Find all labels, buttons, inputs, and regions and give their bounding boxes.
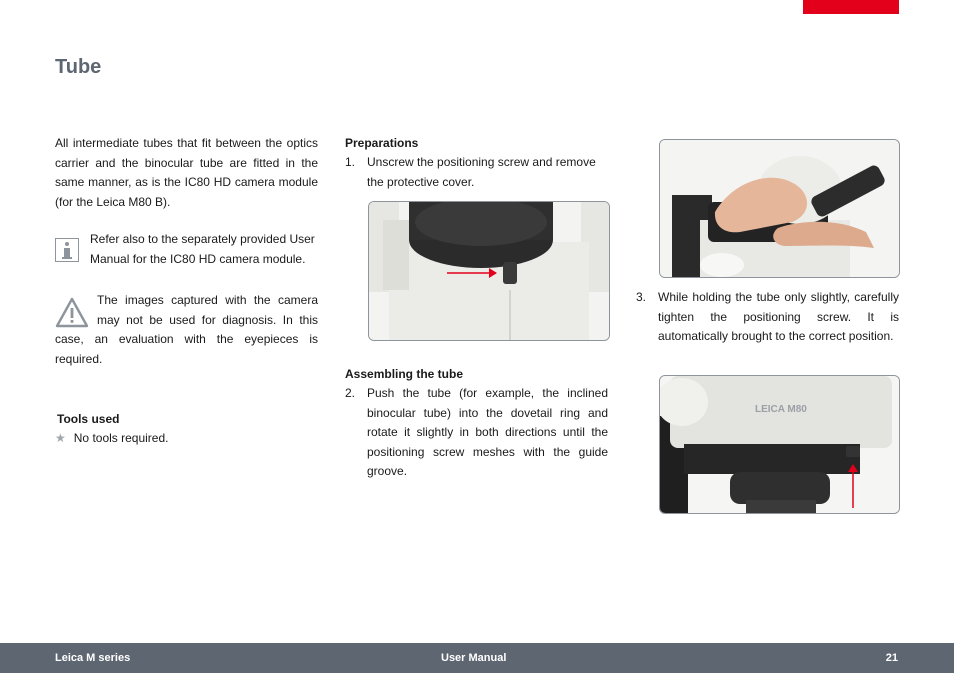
- footer-document: User Manual: [441, 652, 507, 664]
- step-text: Unscrew the positioning screw and remove the protective cover.: [367, 155, 596, 189]
- page-footer: [0, 643, 954, 673]
- footer-series: Leica M series: [55, 652, 131, 664]
- step-number: 3.: [636, 290, 647, 304]
- tools-heading: Tools used: [57, 412, 120, 426]
- preparations-heading: Preparations: [345, 136, 419, 150]
- step-3: [636, 288, 899, 347]
- step-number: 2.: [345, 386, 356, 400]
- warning-note-text: The images captured with the camera may not be used for diagnosis. In this case, an evaluation with the eyepieces is required.: [55, 293, 318, 366]
- tools-list-item: [55, 429, 168, 449]
- info-note-text: Refer also to the separately provided User Manual for the IC80 HD camera module.: [90, 232, 315, 266]
- step-text: Push the tube (for example, the inclined binocular tube) into the dovetail ring and rotate it slightly in both directions until the positioning screw meshes with the guide groove.: [367, 386, 608, 478]
- info-note: [55, 230, 318, 270]
- step-number: 1.: [345, 155, 356, 169]
- photo-inserting-tube: [659, 139, 900, 278]
- tools-item-text: No tools required.: [73, 431, 169, 445]
- warning-note: [55, 291, 318, 369]
- footer-page-number: 21: [885, 652, 898, 664]
- star-icon: ★: [55, 431, 66, 445]
- warning-triangle-icon: [55, 295, 89, 329]
- assembling-heading: Assembling the tube: [345, 367, 464, 381]
- microscope-brand-label: LEICA M80: [755, 404, 807, 415]
- info-icon: [55, 238, 79, 262]
- page-title: Tube: [55, 56, 102, 78]
- step-text: While holding the tube only slightly, carefully tighten the positioning screw. It is automatically brought to the correct position.: [658, 290, 899, 343]
- step-2: [345, 384, 608, 482]
- step-1: [345, 153, 608, 192]
- photo-positioning-screw: [368, 201, 610, 341]
- intro-paragraph: All intermediate tubes that fit between the optics carrier and the binocular tube are fitted in the same manner, as is the IC80 HD camera module (for the Leica M80 B).: [55, 136, 318, 209]
- header-accent-bar: [803, 0, 899, 14]
- photo-tightening-screw: [659, 375, 900, 514]
